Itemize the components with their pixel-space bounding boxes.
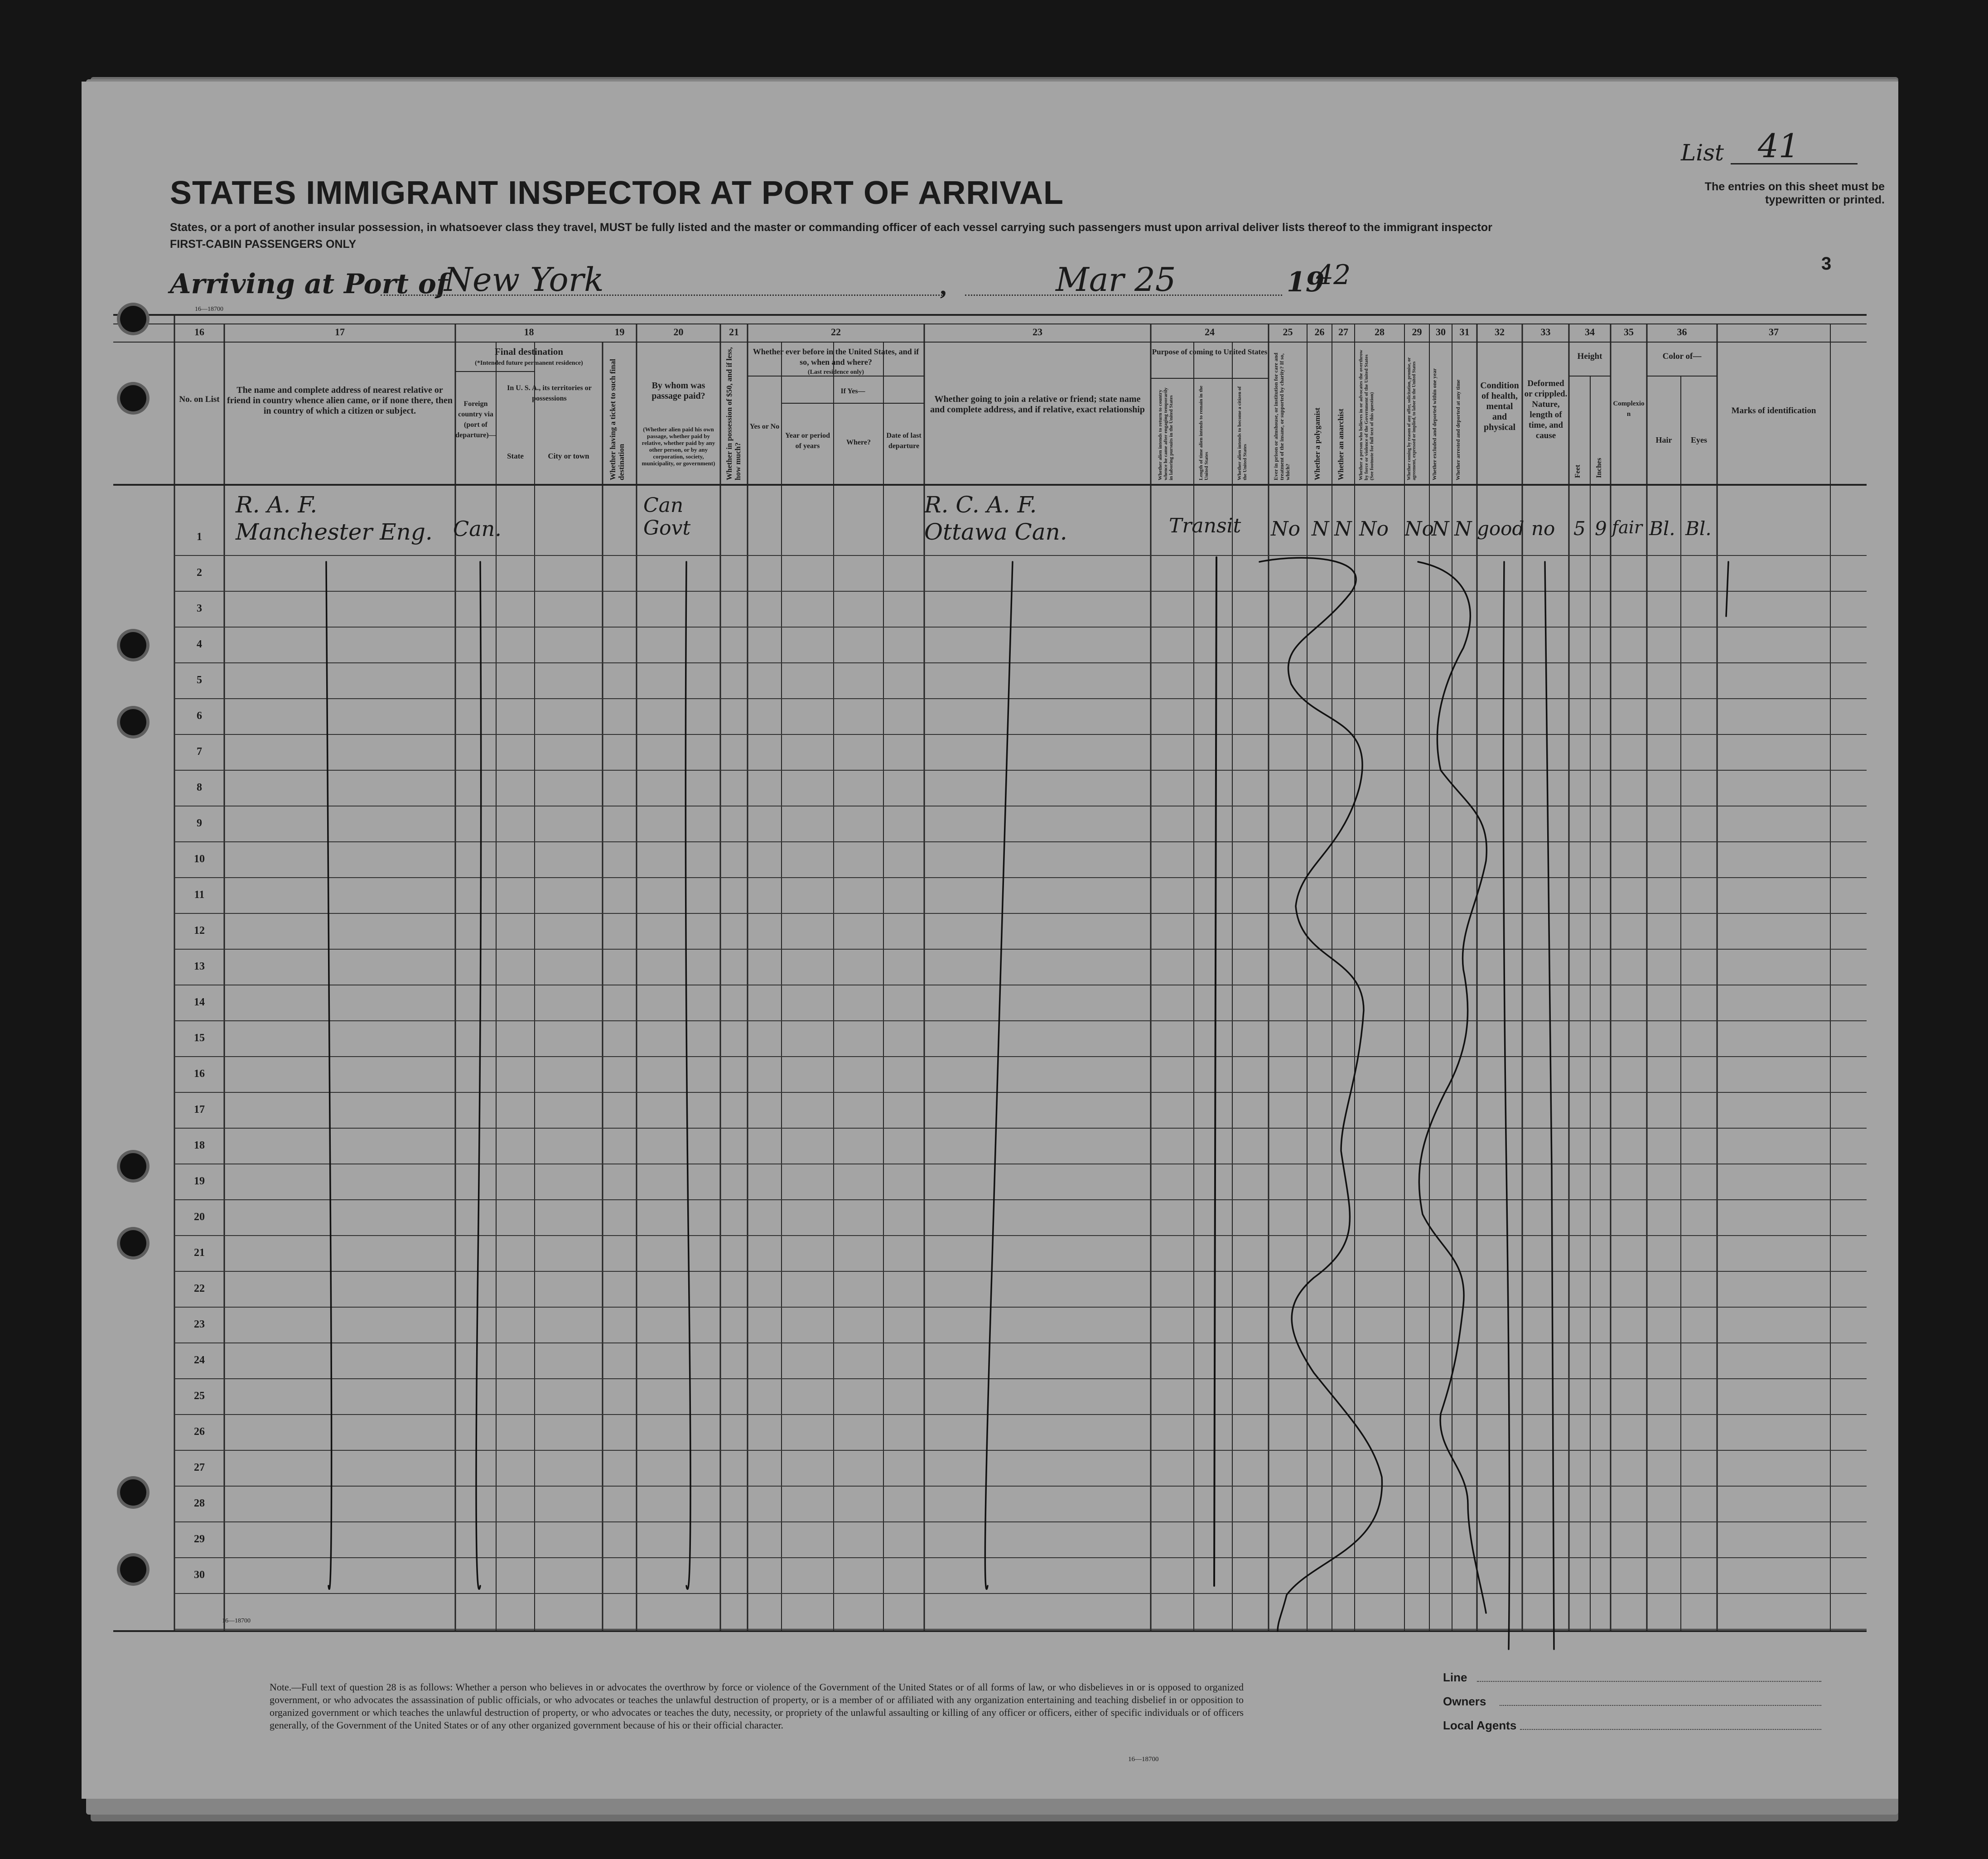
row-number: 28 (194, 1497, 205, 1509)
header-marks: Marks of identification (1731, 406, 1816, 415)
header-year-period: Year or period of years (785, 432, 830, 450)
entry-hair: Bl. (1649, 517, 1675, 540)
colnum-30: 30 (1436, 326, 1446, 338)
header-yes-or-no: Yes or No (749, 423, 780, 430)
binder-hole (120, 385, 146, 411)
binder-hole (120, 1556, 146, 1583)
colnum-32: 32 (1495, 326, 1505, 338)
entry-join-line2: Ottawa Can. (924, 519, 1067, 545)
colnum-22: 22 (831, 326, 841, 338)
entry-overthrow: No (1359, 517, 1389, 541)
colnum-20: 20 (673, 326, 684, 338)
colnum-33: 33 (1540, 326, 1551, 338)
row-number: 11 (194, 889, 205, 901)
row-number: 26 (194, 1426, 205, 1438)
binder-hole (120, 1153, 146, 1179)
header-purpose: Purpose of coming to United States (1152, 348, 1268, 356)
entry-deformed: no (1531, 517, 1555, 540)
header-eyes: Eyes (1691, 435, 1707, 444)
footer-owners-label: Owners (1443, 1695, 1486, 1708)
binder-hole (120, 632, 146, 658)
row-number: 25 (194, 1390, 205, 1402)
entry-passage-line1: Can (643, 494, 684, 517)
header-final-destination: Final destination (494, 346, 564, 357)
header-purpose-length: Length of time alien intends to remain in the United States (1198, 386, 1209, 480)
header-color-of: Color of— (1662, 352, 1702, 361)
footer-agents-label: Local Agents (1443, 1719, 1517, 1732)
entry-relative-line2: Manchester Eng. (236, 519, 433, 545)
header-relative: The name and complete address of nearest relative or friend in country whence alien came, or if none there, then in country of which a citizen or subject. (227, 385, 453, 416)
header-going-to-join: Whether going to join a relative or friend; state name and complete address, and if relative, exact relationship (930, 394, 1145, 415)
port-value: New York (444, 261, 604, 299)
entry-passage-line2: Govt (643, 517, 691, 540)
header-possession-50: Whether in possession of $50, and if less, how much? (725, 347, 742, 480)
class-line: FIRST-CABIN PASSENGERS ONLY (170, 238, 357, 251)
footer-line-label: Line (1443, 1671, 1467, 1684)
row-number: 29 (194, 1533, 205, 1545)
row-number: 9 (197, 817, 202, 829)
row-number: 30 (194, 1569, 205, 1581)
colnum-19: 19 (614, 326, 625, 338)
ditto-marks (326, 557, 1728, 1649)
row-number: 15 (194, 1032, 205, 1044)
row-number: 18 (194, 1140, 205, 1151)
header-feet: Feet (1574, 464, 1582, 478)
colnum-31: 31 (1459, 326, 1470, 338)
header-state: State (507, 452, 524, 460)
header-anarchist: Whether an anarchist (1337, 408, 1345, 480)
header-purpose-return: Whether alien intends to return to country whence he came after engaging temporarily in laboring pursuits in the United States (1158, 387, 1174, 480)
manifest-page (82, 82, 1898, 1799)
form-number-footer: 16—18700 (1128, 1756, 1159, 1763)
header-inches: Inches (1595, 458, 1603, 478)
entry-join-line1: R. C. A. F. (924, 492, 1037, 518)
entry-eyes: Bl. (1685, 517, 1712, 540)
sheet-number: 3 (1821, 254, 1832, 274)
header-in-usa: In U. S. A., its territories or possessions (507, 384, 592, 402)
header-if-yes: If Yes— (840, 387, 865, 395)
colnum-35: 35 (1624, 326, 1634, 338)
form-number-grid: 16—18700 (222, 1618, 251, 1624)
entry-inches: 9 (1595, 517, 1607, 540)
row-number: 24 (194, 1354, 205, 1366)
row-number: 4 (197, 638, 202, 650)
entries-note: The entries on this sheet must be typewritten or printed. (1704, 180, 1885, 206)
header-complexion: Complexion (1613, 400, 1645, 418)
colnum-21: 21 (729, 326, 739, 338)
header-polygamist: Whether a polygamist (1313, 407, 1322, 480)
entry-health: good (1477, 517, 1525, 540)
entry-deported: N (1454, 517, 1472, 541)
colnum-36: 36 (1677, 326, 1687, 338)
year-prefix: 19 (1287, 266, 1325, 298)
colnum-27: 27 (1338, 326, 1348, 338)
binder-hole (120, 709, 146, 735)
header-purpose-citizen: Whether alien intends to become a citizen of the United States (1237, 386, 1248, 480)
year-suffix: 42 (1316, 259, 1351, 291)
colnum-18: 18 (524, 326, 534, 338)
binder-hole (120, 1230, 146, 1256)
header-labor-offer: Whether coming by reason of any offer, solicitation, promise, or agreement, expressed or implied, to labor in the United States (1407, 357, 1417, 480)
entry-polygamist: N (1312, 517, 1329, 541)
header-height: Height (1577, 352, 1602, 361)
entry-labor-offer: No (1404, 517, 1434, 541)
header-excluded: Whether excluded and deported within one year (1431, 368, 1438, 480)
row-number: 13 (194, 961, 205, 972)
footer-line-rule (1477, 1681, 1821, 1682)
header-prison: Ever in prison or almshouse, or institution for care and treatment of the insane, or supported by charity? If so, which? (1273, 352, 1291, 480)
header-passage-paid: By whom was passage paid? (651, 381, 705, 401)
entry-prison: No (1271, 517, 1300, 541)
row-number: 2 (197, 567, 202, 579)
footer-owners-rule (1500, 1705, 1821, 1706)
row-number: 7 (197, 746, 202, 758)
form-number-top: 16—18700 (195, 306, 223, 313)
colnum-28: 28 (1375, 326, 1385, 338)
footnote-q28: Note.—Full text of question 28 is as follows: Whether a person who believes in or advocates the overthrow by force or violence of the Government of the United States or of all forms of law, or who disbelieves in or is opposed to organized government, or who advocates the assassination of public officials, or who advocates or teaches the unlawful destruction of property, or is a member of or affiliated with any organization entertaining and teaching disbelief in or opposition to organized government or which teaches the unlawful destruction of property, or who advocates or teaches the duty, necessity, or propriety of the unlawful assaulting or killing of any officer or officers, either of specific individuals or of officers generally, of the Government of the United States or of any other organized government because of his or their official character. (270, 1681, 1244, 1731)
header-last-residence: (Last residence only) (807, 369, 864, 376)
row-number: 10 (194, 853, 205, 865)
row-number: 1 (197, 531, 202, 543)
binder-hole (120, 1479, 146, 1506)
row-number: 17 (194, 1104, 205, 1115)
header-date-departure: Date of last departure (886, 432, 922, 450)
colnum-37: 37 (1769, 326, 1779, 338)
arriving-label: Arriving at Port of (170, 268, 448, 300)
row-number: 8 (197, 782, 202, 793)
entry-excluded: N (1432, 517, 1449, 541)
entry-complexion: fair (1612, 517, 1643, 537)
header-health: Condition of health, mental and physical (1480, 381, 1519, 432)
header-final-destination-sub: (*Intended future permanent residence) (475, 360, 583, 367)
row-number: 3 (197, 603, 202, 614)
row-number: 6 (197, 710, 202, 722)
row-number: 23 (194, 1318, 205, 1330)
header-hair: Hair (1655, 435, 1672, 444)
comma: , (940, 272, 946, 300)
row-number: 5 (197, 674, 202, 686)
colnum-26: 26 (1314, 326, 1325, 338)
header-where: Where? (846, 439, 871, 446)
entry-feet: 5 (1573, 517, 1586, 540)
colnum-24: 24 (1205, 326, 1215, 338)
colnum-17: 17 (335, 326, 345, 338)
list-number: 41 (1758, 127, 1800, 165)
row-number: 21 (194, 1247, 205, 1259)
row-number: 12 (194, 925, 205, 937)
row-number: 16 (194, 1068, 205, 1080)
entry-relative-line1: R. A. F. (236, 492, 318, 518)
colnum-34: 34 (1585, 326, 1595, 338)
colnum-23: 23 (1033, 326, 1042, 338)
header-arrested: Whether arrested and deported at any time (1455, 379, 1461, 480)
header-deformed: Deformed or crippled. Nature, length of time, and cause (1524, 379, 1568, 440)
header-ticket: Whether having a ticket to such final destination (608, 359, 626, 480)
form-title: STATES IMMIGRANT INSPECTOR AT PORT OF ARRIVAL (170, 175, 1064, 211)
row-number: 22 (194, 1283, 205, 1294)
row-number: 20 (194, 1211, 205, 1223)
header-passage-paid-note: (Whether alien paid his own passage, whether paid by relative, whether paid by any other person, or by any corporation, society, municipality, or government) (642, 426, 715, 467)
header-foreign-country: Foreign country via (port of departure)— (455, 400, 496, 439)
form-instruction: States, or a port of another insular possession, in whatsoever class they travel, MUST be fully listed and the master or commanding officer of each vessel carrying such passengers must upon arrival deliver lists thereof to the immigrant inspector (170, 221, 1492, 234)
header-city: City or town (548, 452, 589, 460)
date-value: Mar 25 (1056, 261, 1176, 299)
list-label: List (1681, 140, 1724, 166)
entry-anarchist: N (1334, 517, 1352, 541)
colnum-16: 16 (194, 326, 204, 338)
row-number: 27 (194, 1462, 205, 1473)
header-ever-before: Whether ever before in the United States, and if so, when and where? (753, 347, 919, 367)
header-overthrow: Whether a person who believes in or advocates the overthrow by force or violence of the Government of the United States (See footnote for full text of this question) (1358, 349, 1375, 480)
binder-hole (120, 306, 146, 332)
row-number: 14 (194, 996, 205, 1008)
entry-purpose: Transit (1169, 514, 1241, 537)
row-number: 19 (194, 1175, 205, 1187)
footer-agents-rule (1520, 1729, 1821, 1730)
colnum-29: 29 (1412, 326, 1422, 338)
colnum-25: 25 (1283, 326, 1293, 338)
manifest-grid (82, 82, 1898, 1799)
entry-foreign-country: Can. (453, 517, 502, 541)
header-no-on-list: No. on List (179, 395, 220, 404)
